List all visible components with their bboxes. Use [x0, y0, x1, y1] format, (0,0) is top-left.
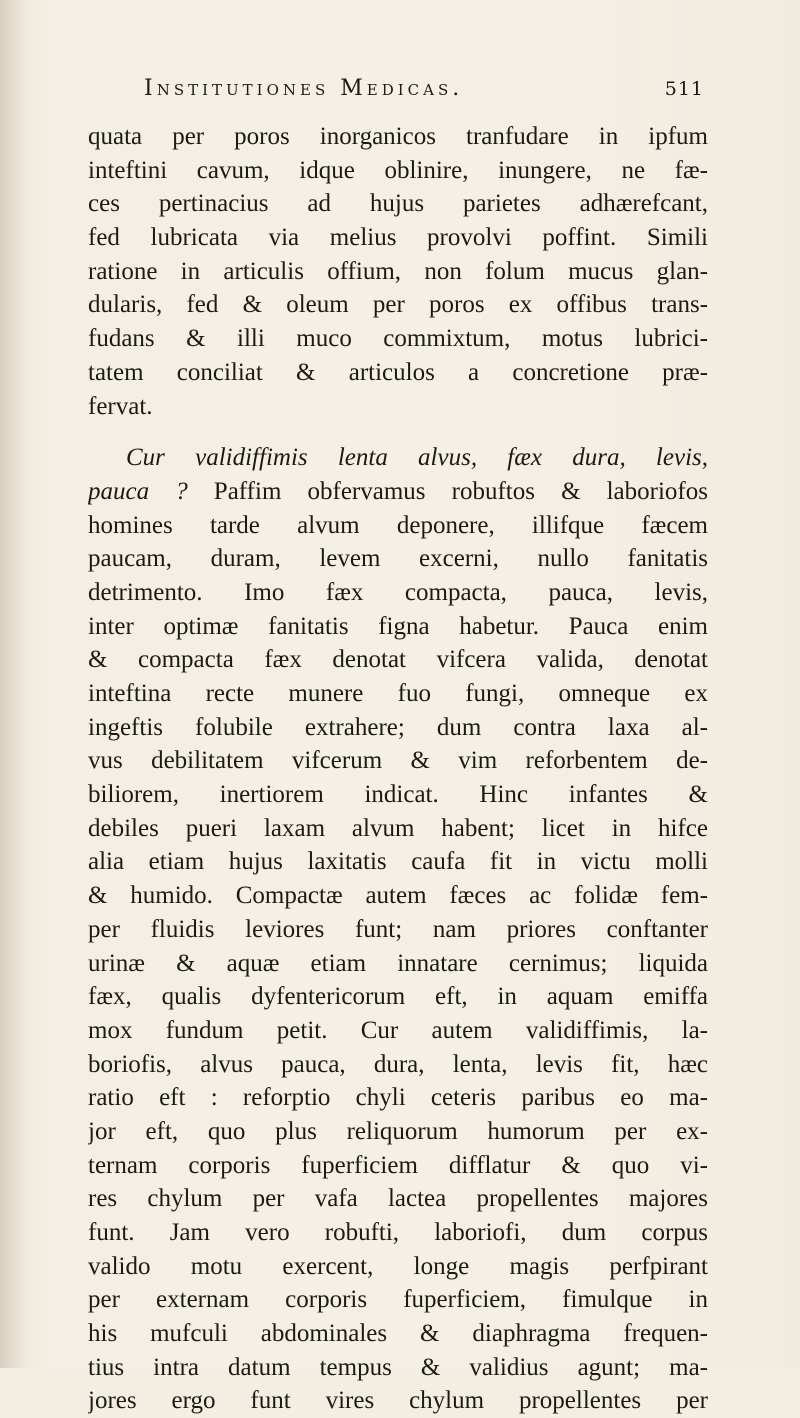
text-line: dularis, fed & oleum per poros ex offibus trans-: [88, 291, 708, 319]
page-header: [144, 76, 704, 116]
text-line: ratio eft : reforptio chyli ceteris paribus eo ma-: [88, 1084, 708, 1112]
text-line: valido motu exercent, longe magis perfpirant: [88, 1252, 708, 1280]
text-line: detrimento. Imo fæx compacta, pauca, levis,: [88, 578, 708, 606]
text-line: mox fundum petit. Cur autem validiffimis, la-: [88, 1016, 708, 1044]
body-text: [88, 120, 708, 1418]
text-line: fæx, qualis dyfentericorum eft, in aquam emiffa: [88, 983, 708, 1011]
text-line: & humido. Compactæ autem fæces ac folidæ fem-: [88, 882, 708, 910]
text-line: inteftina recte munere fuo fungi, omneque ex: [88, 680, 708, 707]
text-line: his mufculi abdominales & diaphragma frequen-: [88, 1320, 708, 1348]
paragraph-2: [88, 441, 708, 1418]
text-line: homines tarde alvum deponere, illifque fæcem: [88, 511, 708, 539]
text-line-rest: Paffim obfervamus robuftos & laboriofos: [187, 477, 708, 505]
page-number: 511: [664, 78, 704, 100]
running-title: Institutiones Medicas.: [144, 76, 464, 101]
text-line: ternam corporis fuperficiem difflatur & quo vi-: [88, 1151, 708, 1179]
text-line: quata per poros inorganicos tranfudare in ipfum: [88, 123, 708, 150]
text-line: & compacta fæx denotat vifcera valida, denotat: [88, 646, 708, 674]
text-line: debiles pueri laxam alvum habent; licet in hifce: [88, 814, 708, 842]
text-line: jor eft, quo plus reliquorum humorum per ex-: [88, 1117, 708, 1145]
text-line: urinæ & aquæ etiam innatare cernimus; liquida: [88, 949, 708, 977]
text-line: ces pertinacius ad hujus parietes adhærefcant,: [88, 190, 708, 218]
text-line: fed lubricata via melius provolvi poffint. Simili: [88, 224, 708, 252]
paragraph-gap: [88, 423, 708, 441]
text-line: fudans & illi muco commixtum, motus lubrici-: [88, 325, 708, 353]
text-line: ratione in articulis offium, non folum mucus glan-: [88, 257, 708, 285]
question-line: [88, 441, 708, 475]
text-line: res chylum per vafa lactea propellentes majores: [88, 1185, 708, 1213]
text-line: tatem conciliat & articulos a concretione præ-: [88, 358, 708, 386]
text-line: paucam, duram, levem excerni, nullo fanitatis: [88, 545, 708, 573]
text-line: per fluidis leviores funt; nam priores conftanter: [88, 915, 708, 943]
text-line: tius intra datum tempus & validius agunt; ma-: [88, 1353, 708, 1381]
text-line: boriofis, alvus pauca, dura, lenta, levis fit, hæc: [88, 1050, 708, 1078]
text-line: funt. Jam vero robufti, laboriofi, dum corpus: [88, 1219, 708, 1246]
text-line: biliorem, inertiorem indicat. Hinc infantes &: [88, 781, 708, 809]
question-heading-end: pauca ?: [88, 477, 188, 505]
text-line: inter optimæ fanitatis figna habetur. Pauca enim: [88, 612, 708, 640]
text-line: [88, 475, 708, 509]
text-line: vus debilitatem vifcerum & vim reforbentem de-: [88, 747, 708, 775]
question-heading: Cur validiffimis lenta alvus, fæx dura, levis,: [126, 444, 708, 472]
text-line: ingeftis folubile extrahere; dum contra laxa al-: [88, 713, 708, 741]
paragraph-1: [88, 120, 708, 423]
text-line: inteftini cavum, idque oblinire, inungere, ne fæ-: [88, 156, 708, 184]
text-line: jores ergo funt vires chylum propellentes per: [88, 1387, 708, 1415]
text-line: fervat.: [88, 392, 153, 420]
binding-gutter-shadow: [0, 0, 26, 1368]
text-line: alia etiam hujus laxitatis caufa fit in victu molli: [88, 848, 708, 876]
text-line: per externam corporis fuperficiem, fimulque in: [88, 1286, 708, 1314]
